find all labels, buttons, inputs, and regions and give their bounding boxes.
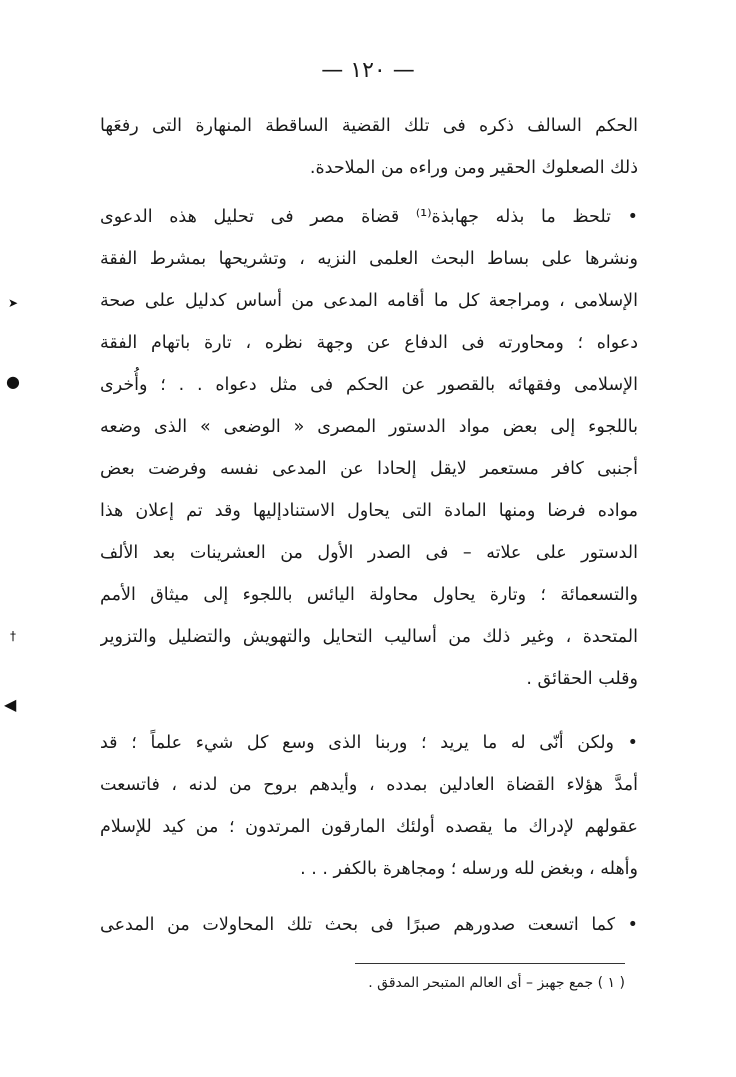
margin-arrow-icon: ➤ [8,296,19,310]
text-line: الحكم السالف ذكره فى تلك القضية الساقطة المنهارة التى رفعَها [100,116,638,136]
margin-cross-icon: † [10,629,16,643]
text-line: ذلك الصعلوك الحقير ومن وراءه من الملاحدة. [309,158,638,178]
paragraph-2 [100,196,638,700]
text-line: وأهله ، وبغض لله ورسله ؛ ومجاهرة بالكفر . . . [300,859,638,879]
text-line: عقولهم لإدراك ما يقصده أولئك المارقون المرتدون ؛ من كيد للإسلام [100,817,638,837]
text-line: • ولكن أنّى له ما يريد ؛ وربنا الذى وسع كل شيء علماً ؛ قد [100,733,638,753]
text-line: والتسعمائة ؛ وتارة يحاول محاولة اليائس باللجوء إلى ميثاق الأمم [100,585,638,605]
text-line: • تلحظ ما بذله جهابذة⁽¹⁾ قضاة مصر فى تحليل هذه الدعوى [100,207,638,227]
text-line: ونشرها على بساط البحث العلمى النزيه ، وتشريحها بمشرط الفقة [100,249,638,269]
text-line: الإسلامى ، ومراجعة كل ما أقامه المدعى من أساس كدليل على صحة [100,291,638,311]
text-line: دعواه ؛ ومحاورته فى الدفاع عن وجهة نظره ، تارة باتهام الفقة [100,333,638,353]
paragraph-1 [100,105,638,189]
text-line: المتحدة ، وغير ذلك من أساليب التحايل والتهويش والتضليل والتزوير [100,627,638,647]
margin-blot-icon: ● [6,372,20,391]
text-line: • كما اتسعت صدورهم صبرًا فى بحث تلك المحاولات من المدعى [100,915,638,935]
text-line: مواده فرضا ومنها المادة التى يحاول الاستنادإليها وقد تم إعلان هذا [100,501,638,521]
text-line: الإسلامى وفقهائه بالقصور عن الحكم فى مثل دعواه . . ؛ وأُخرى [100,375,638,395]
text-line: أجنبى كافر مستعمر لايقل إلحادا عن المدعى نفسه وفرضت بعض [100,459,638,479]
page-number: — ١٢٠ — [321,58,415,83]
text-line: باللجوء إلى بعض مواد الدستور المصرى « الوضعى » الذى وضعه [100,417,638,437]
footnote-divider [355,963,625,964]
text-line: الدستور على علاته – فى الصدر الأول من العشرينات بعد الألف [100,543,638,563]
margin-arrow-icon: ◀ [4,695,17,714]
paragraph-4 [100,904,638,946]
text-line: وقلب الحقائق . [526,669,638,689]
paragraph-3 [100,722,638,890]
text-line: أمدَّ هؤلاء القضاة العادلين بمدده ، وأيدهم بروح من لدنه ، فاتسعت [100,775,638,795]
footnote: ( ١ ) جمع جهبز – أى العالم المتبحر المدقق . [368,975,625,991]
